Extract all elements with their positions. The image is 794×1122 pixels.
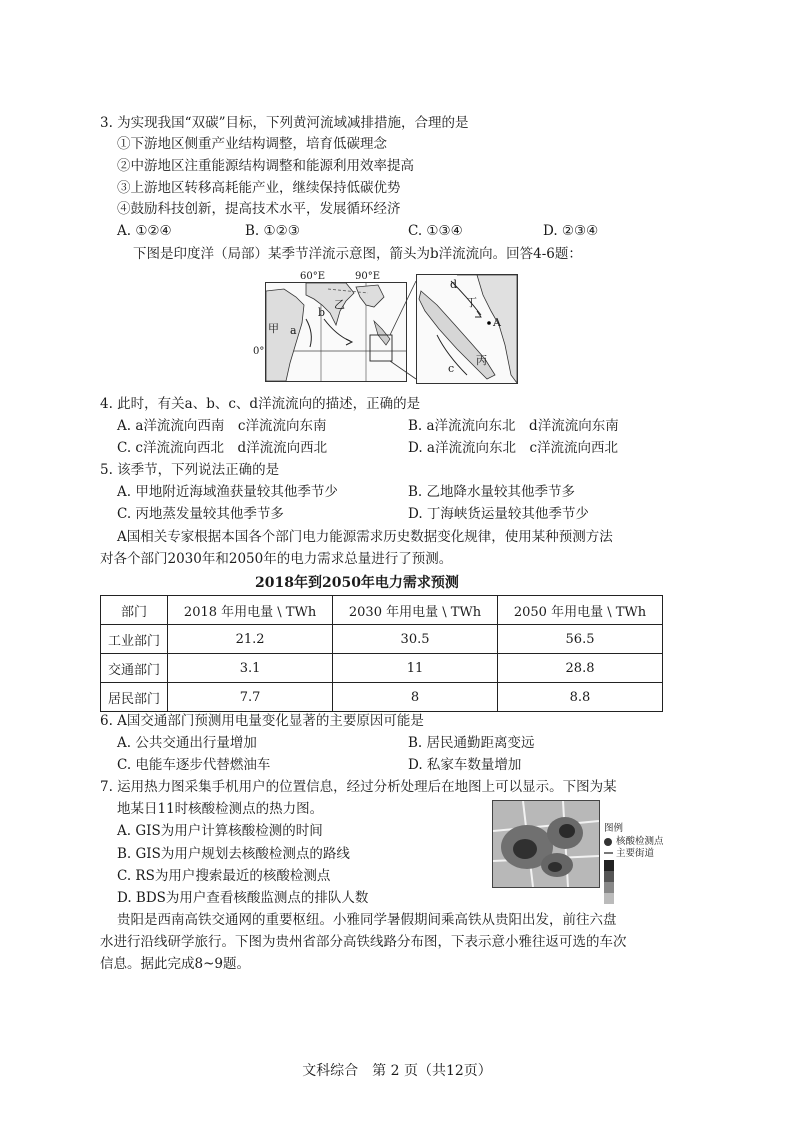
table-cell: 交通部门 <box>101 654 168 683</box>
q6-option-c[interactable]: C. 电能车逐步代替燃油车 <box>117 757 271 773</box>
current-a-path <box>306 319 311 347</box>
inset-label-d: d <box>450 278 458 291</box>
map-label-yi: 乙 <box>334 298 345 311</box>
q5-stem: 5. 该季节，下列说法正确的是 <box>100 462 280 478</box>
intro-8-9-line-2: 水进行沿线研学旅行。下图为贵州省部分高铁线路分布图，下表示意小雅往返可选的车次 <box>100 934 627 950</box>
q3-item-2: ②中游地区注重能源结构调整和能源利用效率提高 <box>117 158 414 174</box>
q3-stem: 3. 为实现我国“双碳”目标，下列黄河流域减排措施，合理的是 <box>100 115 469 131</box>
inset-label-A: A <box>493 316 501 329</box>
q7-stem-line-1: 7. 运用热力图采集手机用户的位置信息，经过分析处理后在地图上可以显示。下图为某 <box>100 779 617 795</box>
map-lon-90: 90°E <box>355 271 381 282</box>
heat-map <box>492 800 600 888</box>
q6-option-a[interactable]: A. 公共交通出行量增加 <box>117 735 257 751</box>
q3-option-a[interactable]: A. ①②④ <box>117 223 172 239</box>
test-point-icon <box>604 838 612 846</box>
heat-zone-high <box>548 862 562 872</box>
table-title: 2018年到2050年电力需求预测 <box>255 575 459 591</box>
q7-option-d[interactable]: D. BDS为用户查看核酸监测点的排队人数 <box>117 890 369 906</box>
q3-item-4: ④鼓励科技创新，提高技术水平，发展循环经济 <box>117 201 401 217</box>
q7-stem-line-2: 地某日11时核酸检测点的热力图。 <box>117 801 324 817</box>
table-cell: 21.2 <box>168 625 333 654</box>
map-label-b: b <box>318 306 326 319</box>
legend-point: 核酸检测点 <box>616 836 664 847</box>
inset-label-ding: 丁 <box>466 296 477 309</box>
intro-8-9-line-3: 信息。据此完成8~9题。 <box>100 956 250 972</box>
table-header-row <box>101 596 663 625</box>
table-header: 2030 年用电量 \ TWh <box>333 596 498 625</box>
table-cell: 8 <box>333 683 498 712</box>
q5-option-b[interactable]: B. 乙地降水量较其他季节多 <box>408 484 576 500</box>
page-footer: 文科综合 第 2 页（共12页） <box>302 1063 492 1079</box>
table-row <box>101 625 663 654</box>
table-cell: 工业部门 <box>101 625 168 654</box>
intro-8-9-line-1: 贵阳是西南高铁交通网的重要枢纽。小雅同学暑假期间乘高铁从贵阳出发，前往六盘 <box>117 912 617 928</box>
q5-option-a[interactable]: A. 甲地附近海域渔获量较其他季节少 <box>117 484 338 500</box>
q3-option-c[interactable]: C. ①③④ <box>408 223 463 239</box>
q4-option-c[interactable]: C. c洋流流向西北 d洋流流向西北 <box>117 440 328 456</box>
legend-road: 主要街道 <box>616 848 655 859</box>
map-lat-0: 0° <box>253 346 265 357</box>
q6-stem: 6. A国交通部门预测用电量变化显著的主要原因可能是 <box>100 713 424 729</box>
q7-option-c[interactable]: C. RS为用户搜索最近的核酸检测点 <box>117 868 331 884</box>
heat-zone-high <box>559 824 575 838</box>
table-cell: 30.5 <box>333 625 498 654</box>
q4-stem: 4. 此时，有关a、b、c、d洋流流向的描述，正确的是 <box>100 396 421 412</box>
inset-label-bing: 丙 <box>476 354 487 367</box>
table-cell: 8.8 <box>498 683 663 712</box>
table-header: 部门 <box>101 596 168 625</box>
legend-title: 图例 <box>604 823 624 834</box>
current-b-arrowhead <box>346 339 352 345</box>
inset-connector <box>380 275 420 385</box>
table-cell: 居民部门 <box>101 683 168 712</box>
q6-option-d[interactable]: D. 私家车数量增加 <box>408 757 522 773</box>
heat-map-svg <box>493 801 599 887</box>
intro-6-line-1: A国相关专家根据本国各个部门电力能源需求历史数据变化规律，使用某种预测方法 <box>117 529 613 545</box>
q4-option-a[interactable]: A. a洋流流向西南 c洋流流向东南 <box>117 418 327 434</box>
q3-item-3: ③上游地区转移高耗能产业，继续保持低碳优势 <box>117 180 401 196</box>
table-cell: 28.8 <box>498 654 663 683</box>
density-gradient-scale <box>604 860 614 904</box>
q7-option-b[interactable]: B. GIS为用户规划去核酸检测点的路线 <box>117 846 350 862</box>
q4-option-d[interactable]: D. a洋流流向东北 c洋流流向西北 <box>408 440 619 456</box>
table-header: 2018 年用电量 \ TWh <box>168 596 333 625</box>
power-demand-table <box>100 595 663 712</box>
point-A-marker <box>487 321 491 325</box>
strait-inset-map <box>416 274 518 384</box>
table-header: 2050 年用电量 \ TWh <box>498 596 663 625</box>
table-cell: 11 <box>333 654 498 683</box>
heat-zone-high <box>513 839 537 859</box>
q5-option-d[interactable]: D. 丁海峡货运量较其他季节少 <box>408 506 589 522</box>
map-label-jia: 甲 <box>268 322 279 335</box>
q7-option-a[interactable]: A. GIS为用户计算核酸检测的时间 <box>117 823 323 839</box>
q3-option-d[interactable]: D. ②③④ <box>543 223 599 239</box>
q3-item-1: ①下游地区侧重产业结构调整，培育低碳理念 <box>117 136 387 152</box>
table-cell: 3.1 <box>168 654 333 683</box>
q4-option-b[interactable]: B. a洋流流向东北 d洋流流向东南 <box>408 418 619 434</box>
intro-6-line-2: 对各个部门2030年和2050年的电力需求总量进行了预测。 <box>100 551 453 567</box>
q3-option-b[interactable]: B. ①②③ <box>245 223 300 239</box>
intro-4-6: 下图是印度洋（局部）某季节洋流示意图，箭头为b洋流流向。回答4-6题： <box>133 246 582 262</box>
q5-option-c[interactable]: C. 丙地蒸发量较其他季节多 <box>117 506 284 522</box>
inset-label-c: c <box>448 362 455 375</box>
q6-option-b[interactable]: B. 居民通勤距离变远 <box>408 735 535 751</box>
street-icon <box>604 852 613 854</box>
table-cell: 7.7 <box>168 683 333 712</box>
table-row <box>101 683 663 712</box>
strait-inset-svg <box>417 275 517 383</box>
map-lon-60: 60°E <box>300 271 326 282</box>
map-label-a: a <box>290 324 297 337</box>
table-cell: 56.5 <box>498 625 663 654</box>
table-row <box>101 654 663 683</box>
